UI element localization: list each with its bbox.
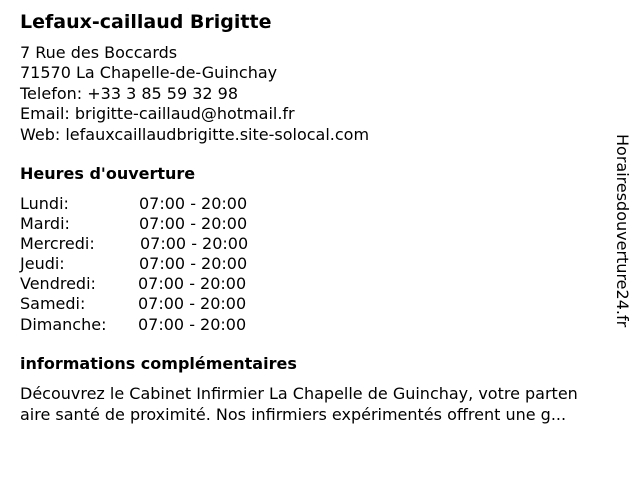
- day-label: Mardi:: [20, 214, 70, 234]
- time-range: 07:00 - 20:00: [138, 274, 247, 294]
- email-address: Email: brigitte-caillaud@hotmail.fr: [20, 104, 295, 124]
- time-range: 07:00 - 20:00: [139, 214, 248, 234]
- description-line: Découvrez le Cabinet Infirmier La Chapelle de Guinchay, votre parten: [20, 384, 578, 403]
- day-label: Jeudi:: [20, 254, 65, 274]
- additional-info-heading: informations complémentaires: [20, 354, 297, 373]
- day-label: Mercredi:: [20, 234, 95, 254]
- description-line: aire santé de proximité. Nos infirmiers expérimentés offrent une g...: [20, 404, 567, 424]
- time-range: 07:00 - 20:00: [138, 314, 247, 334]
- opening-hours-heading: Heures d'ouverture: [20, 164, 196, 183]
- hours-row-thursday: [20, 254, 280, 274]
- day-label: Lundi:: [20, 194, 69, 213]
- hours-row-tuesday: [20, 214, 280, 234]
- time-range: 07:00 - 20:00: [140, 234, 249, 254]
- address-city: 71570 La Chapelle-de-Guinchay: [20, 63, 278, 83]
- hours-row-wednesday: [20, 234, 280, 254]
- hours-row-friday: [20, 274, 280, 294]
- day-label: Vendredi:: [20, 274, 96, 294]
- address-street: 7 Rue des Boccards: [20, 43, 178, 62]
- website-address: Web: lefauxcaillaudbrigitte.site-solocal.com: [20, 124, 370, 144]
- watermark-text: Horairesdouverture24.fr: [613, 134, 632, 328]
- business-description: [20, 384, 620, 425]
- time-range: 07:00 - 20:00: [139, 254, 248, 274]
- time-range: 07:00 - 20:00: [138, 294, 247, 314]
- site-watermark: [609, 134, 635, 344]
- business-name: Lefaux-caillaud Brigitte: [20, 11, 272, 33]
- contact-block: [20, 43, 369, 145]
- hours-row-monday: [20, 194, 280, 214]
- opening-hours-table: [20, 194, 280, 335]
- phone-number: Telefon: +33 3 85 59 32 98: [20, 83, 239, 103]
- day-label: Samedi:: [20, 294, 86, 314]
- hours-row-saturday: [20, 294, 280, 314]
- time-range: 07:00 - 20:00: [139, 194, 248, 213]
- day-label: Dimanche:: [20, 314, 107, 334]
- hours-row-sunday: [20, 315, 280, 335]
